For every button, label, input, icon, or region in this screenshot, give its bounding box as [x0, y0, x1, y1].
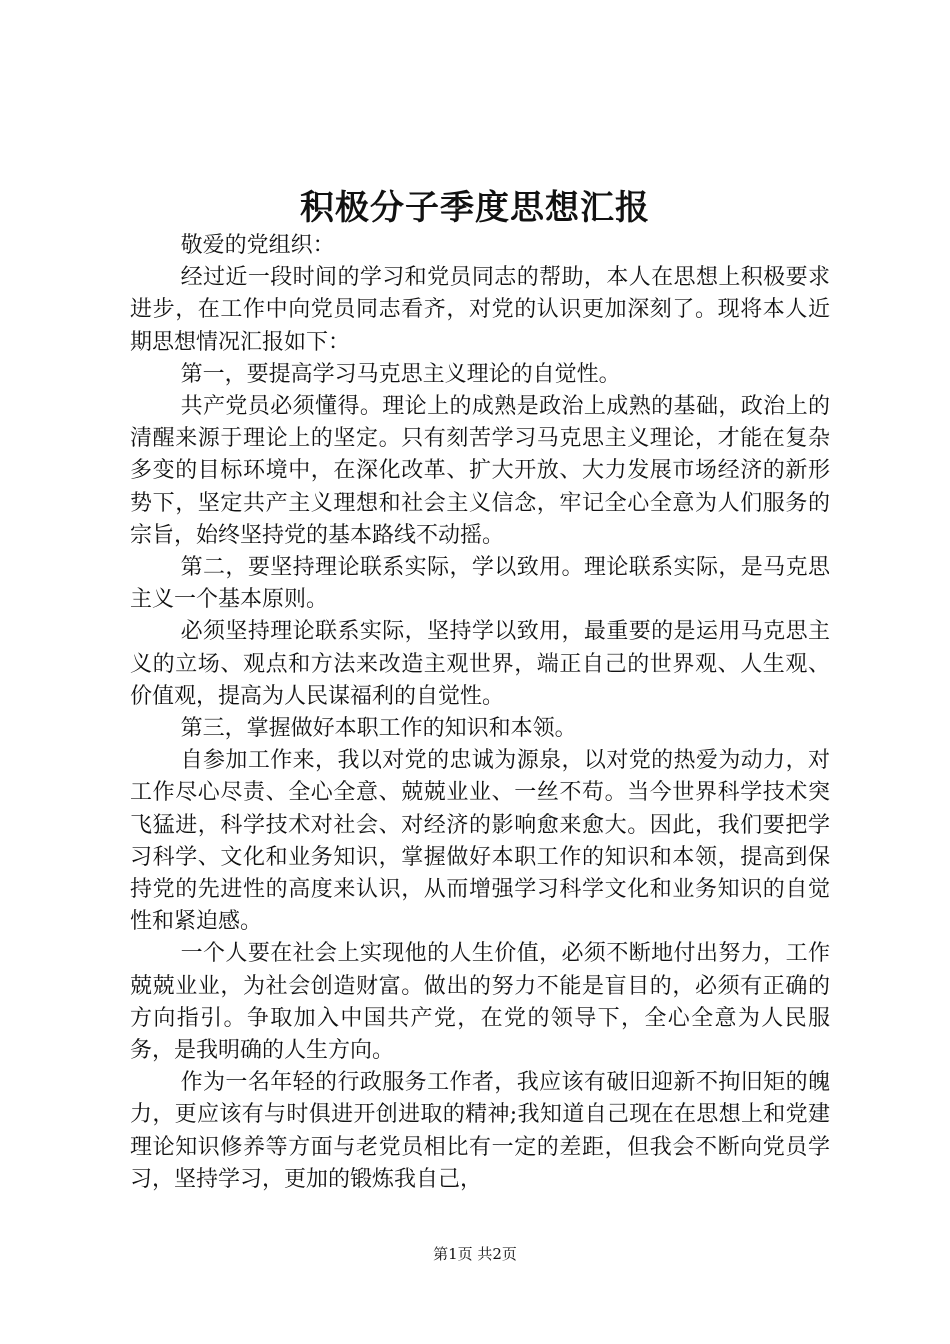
paragraph: 自参加工作来，我以对党的忠诚为源泉，以对党的热爱为动力，对工作尽心尽责、全心全意、兢兢业业、一丝不苟。当今世界科学技术突飞猛进，科学技术对社会、对经济的影响愈来愈大。因此，我们要把学习科学、文化和业务知识，掌握做好本职工作的知识和本领，提高到保持党的先进性的高度来认识，从而增强学习科学文化和业务知识的自觉性和紧迫感。 [130, 748, 830, 935]
paragraph: 共产党员必须懂得。理论上的成熟是政治上成熟的基础，政治上的清醒来源于理论上的坚定。只有刻苦学习马克思主义理论，才能在复杂多变的目标环境中，在深化改革、扩大开放、大力发展市场经济的新形势下，坚定共产主义理想和社会主义信念，牢记全心全意为人们服务的宗旨，始终坚持党的基本路线不动摇。 [130, 394, 830, 548]
paragraph: 必须坚持理论联系实际，坚持学以致用，最重要的是运用马克思主义的立场、观点和方法来改造主观世界，端正自己的世界观、人生观、价值观，提高为人民谋福利的自觉性。 [130, 619, 830, 709]
paragraph: 第一，要提高学习马克思主义理论的自觉性。 [180, 361, 621, 387]
document-body [130, 230, 830, 1196]
document-title: 积极分子季度思想汇报 [300, 188, 650, 228]
page-indicator: 第1页 共2页 [433, 1245, 517, 1263]
paragraph: 作为一名年轻的行政服务工作者，我应该有破旧迎新不拘旧矩的魄力，更应该有与时俱进开创进取的精神;我知道自己现在在思想上和党建理论知识修养等方面与老党员相比有一定的差距，但我会不断向党员学习，坚持学习，更加的锻炼我自己， [130, 1070, 830, 1192]
salutation: 敬爱的党组织： [180, 233, 335, 258]
paragraph: 一个人要在社会上实现他的人生价值，必须不断地付出努力，工作兢兢业业，为社会创造财富。做出的努力不能是盲目的，必须有正确的方向指引。争取加入中国共产党，在党的领导下，全心全意为人民服务，是我明确的人生方向。 [130, 941, 830, 1064]
paragraph: 第二，要坚持理论联系实际，学以致用。理论联系实际，是马克思主义一个基本原则。 [130, 555, 830, 613]
paragraph: 经过近一段时间的学习和党员同志的帮助，本人在思想上积极要求进步，在工作中向党员同志看齐，对党的认识更加深刻了。现将本人近期思想情况汇报如下： [130, 265, 830, 355]
paragraph: 第三，掌握做好本职工作的知识和本领。 [180, 716, 577, 742]
